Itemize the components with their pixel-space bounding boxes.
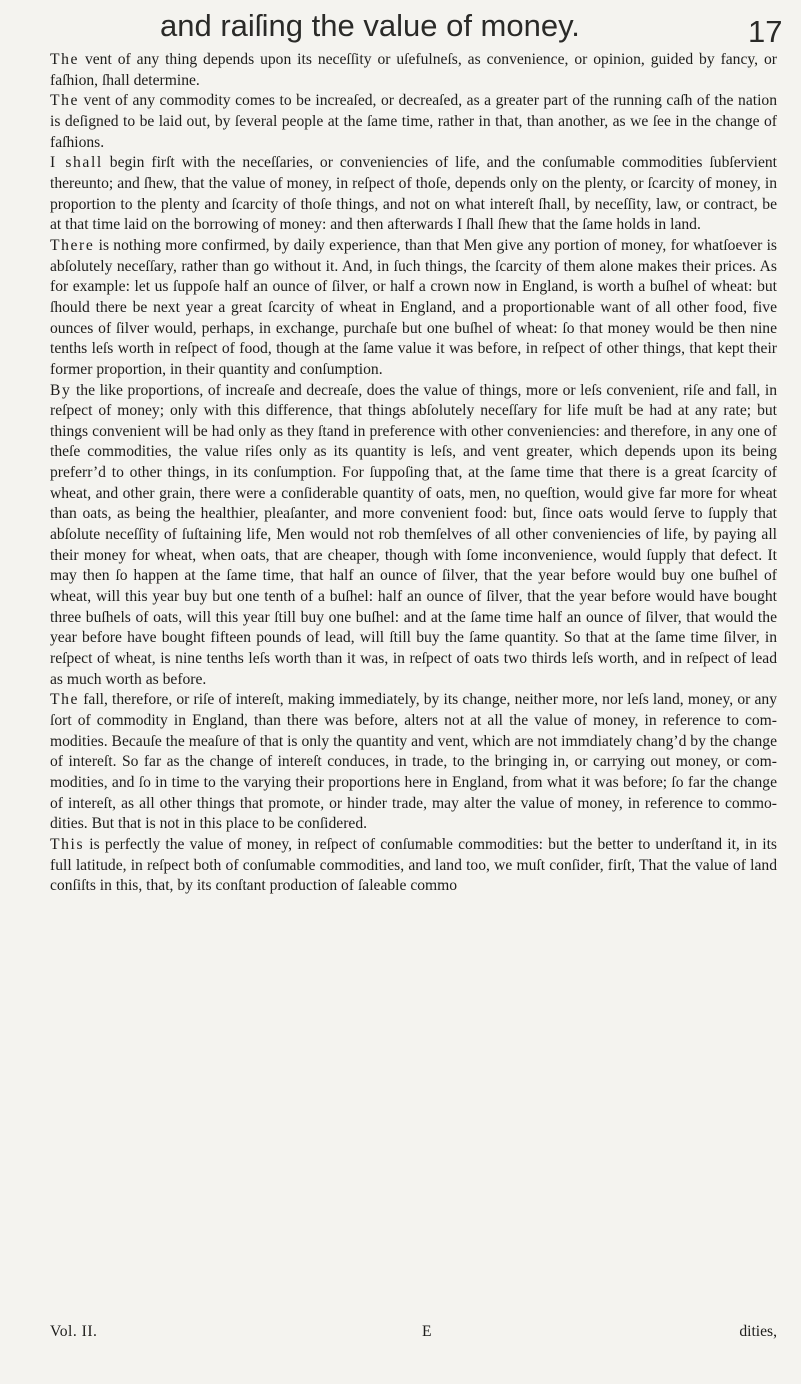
paragraph: [50, 153, 777, 236]
paragraph: [50, 91, 777, 153]
paragraph: [50, 236, 777, 381]
paragraph-first-word: By: [50, 381, 72, 399]
paragraph-text: vent of any commodity comes to be increaſed, or decreaſed, as a greater part of the running caſh of the nation is deſigned to be laid out, by ſeveral people at the ſame time, rather in that, than another, as we ſee in the change of faſhions.: [50, 92, 777, 151]
paragraph: [50, 50, 777, 91]
catchword: dities,: [739, 1323, 777, 1340]
running-head: [0, 8, 801, 48]
paragraph-text: fall, therefore, or riſe of intereſt, making immediately, by its change, neither more, nor leſs land, money, or any ſort of commodity in England, than there was before, alters not at all the value of money, in reference to commodities. Becauſe the meaſure of that is only the quantity and vent, which are not immdiately chang’d by the change of intereſt. So far as the change of intereſt conduces, in trade, to the bringing in, or carrying out money, or commodities, and ſo in time to the varying their proportions here in England, from what it was before; ſo far the change of intereſt, as all other things that promote, or hinder trade, may alter the value of money, in reference to commodities. But that is not in this place to be conſidered.: [50, 691, 777, 833]
volume-label: Vol. II.: [50, 1323, 98, 1340]
paragraph: [50, 381, 777, 691]
paragraph: [50, 690, 777, 835]
page-footer: [50, 1323, 777, 1345]
paragraph-first-word: The: [50, 691, 80, 709]
paragraph-text: the like proportions, of increaſe and decreaſe, does the value of things, more or leſs convenient, riſe and fall, in reſpect of money; only with this difference, that things abſolutely neceſſary for life muſt be had at any rate; but things convenient will be had only as they ſtand in preference with other conveniencies: and therefore, in any one of theſe commodities, the value riſes only as its quantity is leſs, and vent greater, which depends upon its being preferr’d to other things, in its conſumption. For ſuppoſing that, at the ſame time that there is a great ſcarcity of wheat, and other grain, there were a conſiderable quantity of oats, men, no queſtion, would give far more for wheat than oats, as being the healthier, pleaſanter, and more convenient food: but, ſince oats would ſerve to ſupply that abſolute neceſſity of ſuſtaining life, Men would not rob themſelves of all other conveniencies of life, by paying all their money for wheat, when oats, that are cheaper, though with ſome inconvenience, would ſupply that defect. It may then ſo happen at the ſame time, that half an ounce of ſilver, that the year before would buy one buſhel of wheat, will this year buy but one tenth of a buſhel: half an ounce of ſilver, that the year before would have bought three buſhels of oats, will this year ſtill buy one buſhel: and at the ſame time half an ounce of ſilver, that would the year before have bought fifteen pounds of lead, will ſtill buy the ſame quantity. So that at the ſame time ſilver, in reſpect of wheat, is nine tenths leſs worth than it was, in reſpect of oats two thirds leſs worth, and in reſpect of lead as much worth as before.: [50, 381, 777, 688]
paragraph-text: is nothing more confirmed, by daily experience, than that Men give any portion of money, for whatſoever is abſolutely neceſſary, rather than go without it. And, in ſuch things, the ſcarcity of them alone makes their prices. As for example: let us ſuppoſe half an ounce of ſilver, or half a crown now in England, is worth a buſhel of wheat: but ſhould there be next year a great ſcarcity of wheat in England, and a proportionable want of all other food, five ounces of ſilver would, perhaps, in exchange, purchaſe but one buſhel of wheat: ſo that money would be then nine tenths leſs worth in reſpect of food, though at the ſame value it was before, in reſpect of other things, that kept their former proportion, in their quantity and conſumption.: [50, 236, 777, 378]
paragraph: [50, 835, 777, 897]
paragraph-first-word: I shall: [50, 154, 103, 172]
paragraph-first-word: This: [50, 835, 85, 853]
paragraph-first-word: The: [50, 51, 80, 68]
signature-mark: E: [422, 1323, 432, 1340]
paragraph-text: vent of any thing depends upon its neceſſity or uſefulneſs, as convenience, or opinion, guided by fancy, or faſhion, ſhall determine.: [50, 51, 777, 89]
paragraph-first-word: There: [50, 236, 95, 254]
paragraph-first-word: The: [50, 92, 80, 110]
paragraph-text: is perfectly the value of money, in reſpect of conſumable commodities: but the better to underſtand it, in its full latitude, in reſpect both of conſumable commodities, and land too, we muſt conſider, firſt, That the value of land conſiſts in this, that, by its conſtant production of ſaleable commo: [50, 835, 777, 895]
paragraph-text: begin firſt with the neceſſaries, or conveniencies of life, and the conſumable commodities ſubſervient thereunto; and ſhew, that the value of money, in reſpect of thoſe, depends only on the plenty, or ſcarcity of money, in proportion to the plenty and ſcarcity of thoſe things, and not on what intereſt ſhall, by neceſſity, law, or contract, be at that time laid on the borrowing of money: and then afterwards I ſhall ſhew that the ſame holds in land.: [50, 154, 777, 234]
body-text: [50, 50, 777, 897]
running-title: and raiſing the value of money.: [160, 8, 580, 43]
page-number: 17: [748, 14, 783, 49]
